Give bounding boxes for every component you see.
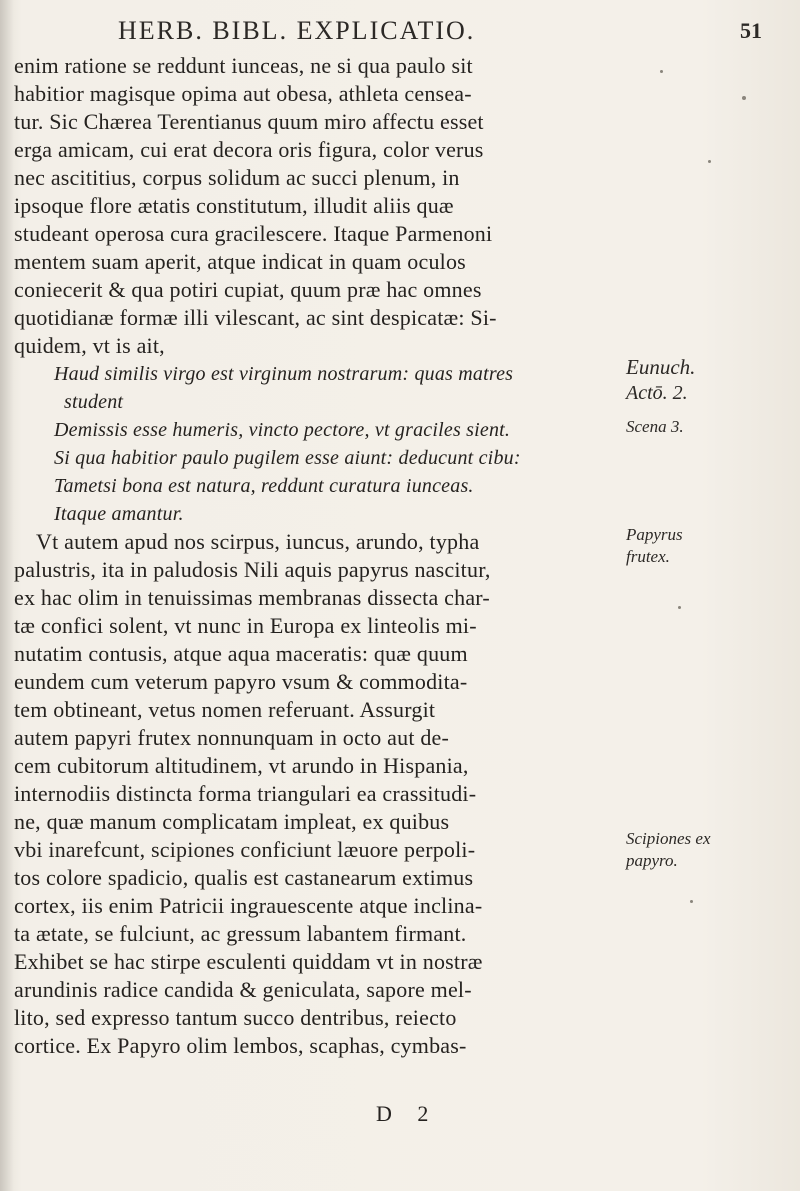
text-line: vbi inarefcunt, scipiones conficiunt læuore perpoli- xyxy=(14,837,476,862)
margin-note-line: Eunuch. xyxy=(626,355,696,379)
paper-speck xyxy=(678,606,681,609)
text-line: palustris, ita in paludosis Nili aquis papyrus nascitur, xyxy=(14,557,491,582)
paper-speck xyxy=(742,96,746,100)
text-line: ipsoque flore ætatis constitutum, illudit aliis quæ xyxy=(14,193,454,218)
text-line: autem papyri frutex nonnunquam in octo aut de- xyxy=(14,725,450,750)
text-line: studeant operosa cura gracilescere. Itaque Parmenoni xyxy=(14,221,493,246)
text-line: nec ascititius, corpus solidum ac succi plenum, in xyxy=(14,165,460,190)
text-line: mentem suam aperit, atque indicat in quam oculos xyxy=(14,249,466,274)
margin-note-line: papyro. xyxy=(626,851,678,870)
text-line: coniecerit & qua potiri cupiat, quum præ hac omnes xyxy=(14,277,482,302)
text-line: erga amicam, cui erat decora oris figura, color verus xyxy=(14,137,484,162)
text-line: lito, sed expresso tantum succo dentribus, reiecto xyxy=(14,1005,457,1030)
paper-speck xyxy=(660,70,663,73)
running-head: HERB. BIBL. EXPLICATIO. xyxy=(118,16,476,45)
spine-shadow xyxy=(0,0,14,1191)
text-line: cortice. Ex Papyro olim lembos, scaphas, cymbas- xyxy=(14,1033,467,1058)
text-line: Exhibet se hac stirpe esculenti quiddam vt in nostræ xyxy=(14,949,483,974)
margin-note-eunuch xyxy=(626,356,796,378)
text-line: tem obtineant, vetus nomen referuant. Assurgit xyxy=(14,697,436,722)
text-line: eundem cum veterum papyro vsum & commodita- xyxy=(14,669,468,694)
text-line: tos colore spadicio, qualis est castanearum extimus xyxy=(14,865,474,890)
margin-note-line: Scena 3. xyxy=(626,417,684,436)
margin-note-line: Scipiones ex xyxy=(626,829,711,848)
page-number: 51 xyxy=(740,18,762,43)
margin-note-act xyxy=(626,382,796,404)
text-line: habitior magisque opima aut obesa, athleta censea- xyxy=(14,81,472,106)
verse-line: student xyxy=(64,391,124,413)
text-line: quidem, vt is ait, xyxy=(14,333,165,358)
paper-speck xyxy=(690,900,693,903)
verse-line: Si qua habitior paulo pugilem esse aiunt: deducunt cibu: xyxy=(54,447,521,469)
margin-note-line: Papyrus xyxy=(626,525,683,544)
text-line: enim ratione se reddunt iunceas, ne si qua paulo sit xyxy=(14,53,473,78)
text-line: ex hac olim in tenuissimas membranas dissecta char- xyxy=(14,585,490,610)
body-text xyxy=(14,52,634,1060)
text-line: Vt autem apud nos scirpus, iuncus, arundo, typha xyxy=(36,529,480,554)
margin-note-scipiones xyxy=(626,828,796,872)
text-line: ta ætate, se fulciunt, ac gressum labantem firmant. xyxy=(14,921,467,946)
verse-line: Itaque amantur. xyxy=(54,503,184,525)
margin-note-scene xyxy=(626,416,796,438)
text-line: tur. Sic Chærea Terentianus quum miro affectu esset xyxy=(14,109,484,134)
verse-line: Tametsi bona est natura, reddunt curatura iunceas. xyxy=(54,475,474,497)
text-line: arundinis radice candida & geniculata, sapore mel- xyxy=(14,977,472,1002)
text-line: cortex, iis enim Patricii ingrauescente atque inclina- xyxy=(14,893,483,918)
signature-mark: D 2 xyxy=(376,1101,439,1126)
text-line: internodiis distincta forma triangulari ea crassitudi- xyxy=(14,781,477,806)
paper-speck xyxy=(708,160,711,163)
margin-note-papyrus xyxy=(626,524,796,568)
margin-note-line: frutex. xyxy=(626,547,670,566)
text-line: ne, quæ manum complicatam impleat, ex quibus xyxy=(14,809,450,834)
margin-note-line: Actō. 2. xyxy=(626,382,688,404)
text-line: nutatim contusis, atque aqua maceratis: quæ quum xyxy=(14,641,468,666)
text-line: cem cubitorum altitudinem, vt arundo in Hispania, xyxy=(14,753,469,778)
text-line: tæ confici solent, vt nunc in Europa ex linteolis mi- xyxy=(14,613,477,638)
page-header xyxy=(0,8,800,48)
verse-line: Haud similis virgo est virginum nostrarum: quas matres xyxy=(54,363,514,385)
verse-line: Demissis esse humeris, vincto pectore, vt graciles sient. xyxy=(54,419,511,441)
text-line: quotidianæ formæ illi vilescant, ac sint despicatæ: Si- xyxy=(14,305,497,330)
